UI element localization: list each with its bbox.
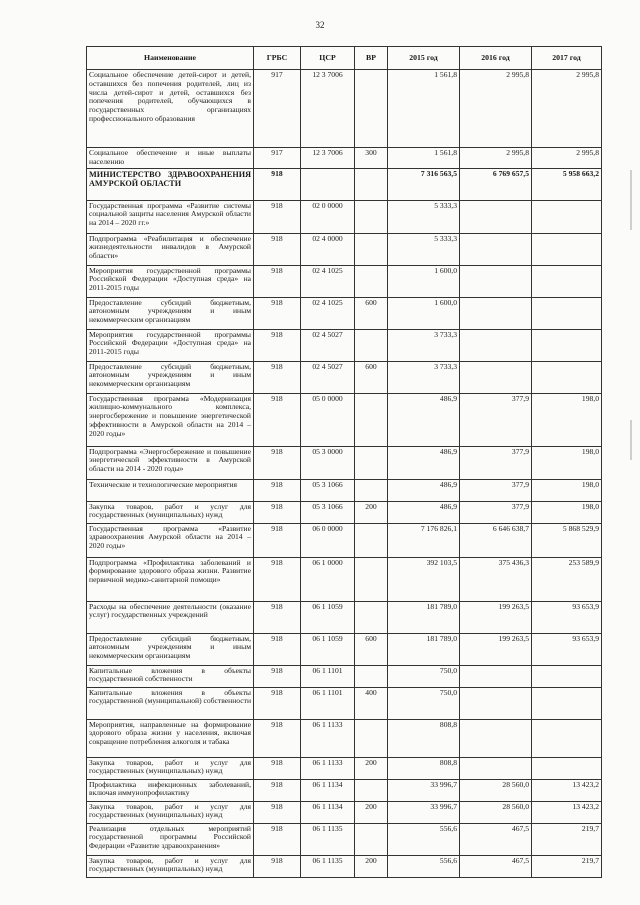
cell-name: Капитальные вложения в объекты государственной (муниципальной) собственности xyxy=(87,687,254,719)
cell-2016: 199 263,5 xyxy=(460,633,532,665)
cell-grbs: 918 xyxy=(254,446,301,479)
cell-2015: 486,9 xyxy=(388,479,460,501)
table-row xyxy=(87,70,602,148)
cell-2017 xyxy=(532,665,602,687)
cell-2016 xyxy=(460,233,532,265)
cell-grbs: 918 xyxy=(254,557,301,601)
cell-csr: 06 0 0000 xyxy=(301,523,355,557)
header-2015: 2015 год xyxy=(388,47,460,70)
cell-vr xyxy=(355,393,388,446)
table-row xyxy=(87,687,602,719)
table-row xyxy=(87,297,602,329)
cell-name: МИНИСТЕРСТВО ЗДРАВООХРАНЕНИЯ АМУРСКОЙ ОБЛАСТИ xyxy=(87,168,254,200)
cell-2017: 5 958 663,2 xyxy=(532,168,602,200)
header-2016: 2016 год xyxy=(460,47,532,70)
scan-margin-mark xyxy=(630,170,632,230)
cell-vr: 600 xyxy=(355,633,388,665)
table-row xyxy=(87,633,602,665)
cell-vr xyxy=(355,719,388,757)
cell-grbs: 917 xyxy=(254,148,301,169)
cell-vr: 200 xyxy=(355,757,388,779)
cell-name: Предоставление субсидий бюджетным, автономным учреждениям и иным некоммерческим организациям xyxy=(87,361,254,393)
cell-2016 xyxy=(460,719,532,757)
table-row xyxy=(87,479,602,501)
cell-vr xyxy=(355,557,388,601)
cell-name: Государственная программа «Развитие здравоохранения Амурской области на 2014 – 2020 годы» xyxy=(87,523,254,557)
cell-name: Мероприятия государственной программы Российской Федерации «Доступная среда» на 2011-2015 годы xyxy=(87,265,254,297)
table-row xyxy=(87,233,602,265)
cell-grbs: 918 xyxy=(254,200,301,233)
cell-name: Социальное обеспечение детей-сирот и детей, оставшихся без попечения родителей, лиц из числа детей-сирот и детей, оставшихся без попечения родителей, обучающихся в государственных организациях профессионального образования xyxy=(87,70,254,148)
cell-csr xyxy=(301,168,355,200)
table-row xyxy=(87,523,602,557)
table-row xyxy=(87,601,602,633)
cell-2017: 93 653,9 xyxy=(532,633,602,665)
cell-2015: 1 600,0 xyxy=(388,265,460,297)
cell-2017 xyxy=(532,200,602,233)
table-row xyxy=(87,823,602,855)
cell-2015: 486,9 xyxy=(388,501,460,523)
cell-2016 xyxy=(460,757,532,779)
cell-2016 xyxy=(460,665,532,687)
cell-grbs: 918 xyxy=(254,719,301,757)
table-row xyxy=(87,200,602,233)
table-header-row xyxy=(87,47,602,70)
cell-name: Закупка товаров, работ и услуг для государственных (муниципальных) нужд xyxy=(87,801,254,823)
cell-2016: 6 646 638,7 xyxy=(460,523,532,557)
cell-grbs: 918 xyxy=(254,779,301,801)
cell-name: Предоставление субсидий бюджетным, автономным учреждениям и иным некоммерческим организациям xyxy=(87,633,254,665)
cell-2017 xyxy=(532,297,602,329)
cell-2015: 808,8 xyxy=(388,757,460,779)
cell-grbs: 918 xyxy=(254,233,301,265)
header-grbs: ГРБС xyxy=(254,47,301,70)
cell-csr: 06 1 1101 xyxy=(301,665,355,687)
cell-csr: 06 1 1059 xyxy=(301,601,355,633)
cell-vr: 200 xyxy=(355,501,388,523)
cell-2016 xyxy=(460,200,532,233)
table-row xyxy=(87,557,602,601)
cell-2017 xyxy=(532,265,602,297)
cell-2017: 198,0 xyxy=(532,446,602,479)
cell-2016: 2 995,8 xyxy=(460,70,532,148)
cell-2017: 253 589,9 xyxy=(532,557,602,601)
cell-2015: 181 789,0 xyxy=(388,601,460,633)
cell-name: Социальное обеспечение и иные выплаты населению xyxy=(87,148,254,169)
cell-vr xyxy=(355,479,388,501)
cell-2016: 2 995,8 xyxy=(460,148,532,169)
header-2017: 2017 год xyxy=(532,47,602,70)
cell-name: Расходы на обеспечение деятельности (оказание услуг) государственных учреждений xyxy=(87,601,254,633)
cell-vr: 600 xyxy=(355,361,388,393)
header-vr: ВР xyxy=(355,47,388,70)
cell-2017: 219,7 xyxy=(532,855,602,877)
cell-grbs: 918 xyxy=(254,168,301,200)
table-row xyxy=(87,719,602,757)
cell-2015: 392 103,5 xyxy=(388,557,460,601)
cell-csr: 06 1 1134 xyxy=(301,801,355,823)
cell-vr: 200 xyxy=(355,801,388,823)
header-name: Наименование xyxy=(87,47,254,70)
table-row xyxy=(87,665,602,687)
cell-vr: 400 xyxy=(355,687,388,719)
cell-2017 xyxy=(532,757,602,779)
cell-csr: 06 1 1101 xyxy=(301,687,355,719)
cell-csr: 06 1 1135 xyxy=(301,823,355,855)
cell-2015: 33 996,7 xyxy=(388,801,460,823)
cell-2015: 1 600,0 xyxy=(388,297,460,329)
cell-grbs: 918 xyxy=(254,297,301,329)
cell-name: Мероприятия, направленные на формирование здорового образа жизни у населения, включая сокращение потребления алкоголя и табака xyxy=(87,719,254,757)
cell-2016: 377,9 xyxy=(460,501,532,523)
cell-vr xyxy=(355,329,388,361)
cell-vr xyxy=(355,233,388,265)
cell-2015: 3 733,3 xyxy=(388,329,460,361)
cell-csr: 12 3 7006 xyxy=(301,70,355,148)
cell-csr: 02 4 1025 xyxy=(301,265,355,297)
cell-2015: 556,6 xyxy=(388,823,460,855)
cell-2016: 28 560,0 xyxy=(460,801,532,823)
cell-vr: 200 xyxy=(355,855,388,877)
cell-csr: 06 1 1133 xyxy=(301,757,355,779)
cell-grbs: 918 xyxy=(254,329,301,361)
cell-name: Реализация отдельных мероприятий государственной программы Российской Федерации «Развитие здравоохранения» xyxy=(87,823,254,855)
cell-grbs: 918 xyxy=(254,361,301,393)
budget-table xyxy=(86,46,602,878)
cell-vr: 600 xyxy=(355,297,388,329)
cell-2015: 7 316 563,5 xyxy=(388,168,460,200)
cell-2017: 198,0 xyxy=(532,479,602,501)
cell-vr xyxy=(355,200,388,233)
cell-2015: 5 333,3 xyxy=(388,233,460,265)
cell-2015: 1 561,8 xyxy=(388,148,460,169)
cell-2015: 5 333,3 xyxy=(388,200,460,233)
cell-csr: 06 1 0000 xyxy=(301,557,355,601)
cell-2017: 2 995,8 xyxy=(532,70,602,148)
cell-2015: 33 996,7 xyxy=(388,779,460,801)
cell-grbs: 918 xyxy=(254,665,301,687)
cell-name: Подпрограмма «Профилактика заболеваний и формирование здорового образа жизни. Развитие первичной медико-санитарной помощи» xyxy=(87,557,254,601)
cell-csr: 06 1 1134 xyxy=(301,779,355,801)
cell-csr: 05 3 1066 xyxy=(301,501,355,523)
header-csr: ЦСР xyxy=(301,47,355,70)
cell-name: Государственная программа «Модернизация жилищно-коммунального комплекса, энергосбережение и повышение энергетической эффективности в Амурской области на 2014 – 2020 годы» xyxy=(87,393,254,446)
cell-vr xyxy=(355,523,388,557)
table-row xyxy=(87,757,602,779)
cell-2016: 375 436,3 xyxy=(460,557,532,601)
cell-2015: 750,0 xyxy=(388,665,460,687)
cell-2016: 199 263,5 xyxy=(460,601,532,633)
cell-2016 xyxy=(460,329,532,361)
cell-2017 xyxy=(532,329,602,361)
cell-name: Капитальные вложения в объекты государственной собственности xyxy=(87,665,254,687)
cell-grbs: 918 xyxy=(254,265,301,297)
table-row xyxy=(87,361,602,393)
table-row xyxy=(87,779,602,801)
cell-name: Профилактика инфекционных заболеваний, включая иммунопрофилактику xyxy=(87,779,254,801)
table-row xyxy=(87,168,602,200)
cell-csr: 06 1 1059 xyxy=(301,633,355,665)
cell-2015: 1 561,8 xyxy=(388,70,460,148)
cell-2016: 377,9 xyxy=(460,479,532,501)
cell-2017 xyxy=(532,361,602,393)
cell-csr: 05 0 0000 xyxy=(301,393,355,446)
cell-2015: 181 789,0 xyxy=(388,633,460,665)
cell-vr xyxy=(355,168,388,200)
cell-grbs: 918 xyxy=(254,523,301,557)
cell-csr: 02 4 5027 xyxy=(301,329,355,361)
cell-csr: 06 1 1135 xyxy=(301,855,355,877)
cell-name: Подпрограмма «Реабилитация и обеспечение жизнедеятельности инвалидов в Амурской области» xyxy=(87,233,254,265)
cell-2017: 13 423,2 xyxy=(532,801,602,823)
cell-vr xyxy=(355,779,388,801)
cell-grbs: 918 xyxy=(254,601,301,633)
cell-name: Подпрограмма «Энергосбережение и повышение энергетической эффективности в Амурской области на 2014 - 2020 годы» xyxy=(87,446,254,479)
cell-2017 xyxy=(532,233,602,265)
cell-name: Мероприятия государственной программы Российской Федерации «Доступная среда» на 2011-2015 годы xyxy=(87,329,254,361)
cell-grbs: 917 xyxy=(254,70,301,148)
cell-name: Предоставление субсидий бюджетным, автономным учреждениям и иным некоммерческим организациям xyxy=(87,297,254,329)
cell-2017: 198,0 xyxy=(532,393,602,446)
cell-vr xyxy=(355,823,388,855)
cell-2016: 467,5 xyxy=(460,855,532,877)
cell-csr: 02 4 5027 xyxy=(301,361,355,393)
scan-margin-mark xyxy=(630,420,632,460)
cell-csr: 12 3 7006 xyxy=(301,148,355,169)
cell-vr xyxy=(355,265,388,297)
cell-csr: 02 0 0000 xyxy=(301,200,355,233)
table-row xyxy=(87,265,602,297)
cell-grbs: 918 xyxy=(254,855,301,877)
cell-csr: 05 3 0000 xyxy=(301,446,355,479)
cell-grbs: 918 xyxy=(254,393,301,446)
cell-name: Государственная программа «Развитие системы социальной защиты населения Амурской области на 2014 – 2020 гг.» xyxy=(87,200,254,233)
page-number: 32 xyxy=(315,20,325,30)
cell-grbs: 918 xyxy=(254,479,301,501)
cell-csr: 02 4 0000 xyxy=(301,233,355,265)
table-row xyxy=(87,329,602,361)
cell-2017: 2 995,8 xyxy=(532,148,602,169)
cell-grbs: 918 xyxy=(254,823,301,855)
cell-csr: 05 3 1066 xyxy=(301,479,355,501)
cell-2016 xyxy=(460,687,532,719)
cell-vr xyxy=(355,446,388,479)
cell-2015: 486,9 xyxy=(388,393,460,446)
table-row xyxy=(87,501,602,523)
cell-2016: 28 560,0 xyxy=(460,779,532,801)
table-row xyxy=(87,393,602,446)
table-row xyxy=(87,446,602,479)
cell-grbs: 918 xyxy=(254,687,301,719)
cell-2016 xyxy=(460,265,532,297)
cell-2017: 13 423,2 xyxy=(532,779,602,801)
cell-name: Закупка товаров, работ и услуг для государственных (муниципальных) нужд xyxy=(87,501,254,523)
cell-vr xyxy=(355,70,388,148)
cell-2017: 219,7 xyxy=(532,823,602,855)
table-row xyxy=(87,801,602,823)
cell-2016 xyxy=(460,361,532,393)
cell-vr xyxy=(355,601,388,633)
cell-grbs: 918 xyxy=(254,501,301,523)
cell-2017 xyxy=(532,719,602,757)
cell-grbs: 918 xyxy=(254,757,301,779)
cell-vr: 300 xyxy=(355,148,388,169)
cell-2016: 467,5 xyxy=(460,823,532,855)
table-row xyxy=(87,855,602,877)
cell-csr: 06 1 1133 xyxy=(301,719,355,757)
cell-2016: 6 769 657,5 xyxy=(460,168,532,200)
cell-csr: 02 4 1025 xyxy=(301,297,355,329)
cell-2017 xyxy=(532,687,602,719)
cell-2015: 7 176 826,1 xyxy=(388,523,460,557)
table-row xyxy=(87,148,602,169)
cell-2015: 3 733,3 xyxy=(388,361,460,393)
cell-vr xyxy=(355,665,388,687)
cell-name: Закупка товаров, работ и услуг для государственных (муниципальных) нужд xyxy=(87,855,254,877)
cell-grbs: 918 xyxy=(254,633,301,665)
cell-2015: 808,8 xyxy=(388,719,460,757)
cell-2016: 377,9 xyxy=(460,393,532,446)
cell-grbs: 918 xyxy=(254,801,301,823)
cell-name: Технические и технологические мероприятия xyxy=(87,479,254,501)
cell-2015: 556,6 xyxy=(388,855,460,877)
cell-2017: 93 653,9 xyxy=(532,601,602,633)
cell-2016 xyxy=(460,297,532,329)
cell-2015: 750,0 xyxy=(388,687,460,719)
cell-2017: 5 868 529,9 xyxy=(532,523,602,557)
cell-2016: 377,9 xyxy=(460,446,532,479)
cell-2017: 198,0 xyxy=(532,501,602,523)
cell-name: Закупка товаров, работ и услуг для государственных (муниципальных) нужд xyxy=(87,757,254,779)
cell-2015: 486,9 xyxy=(388,446,460,479)
